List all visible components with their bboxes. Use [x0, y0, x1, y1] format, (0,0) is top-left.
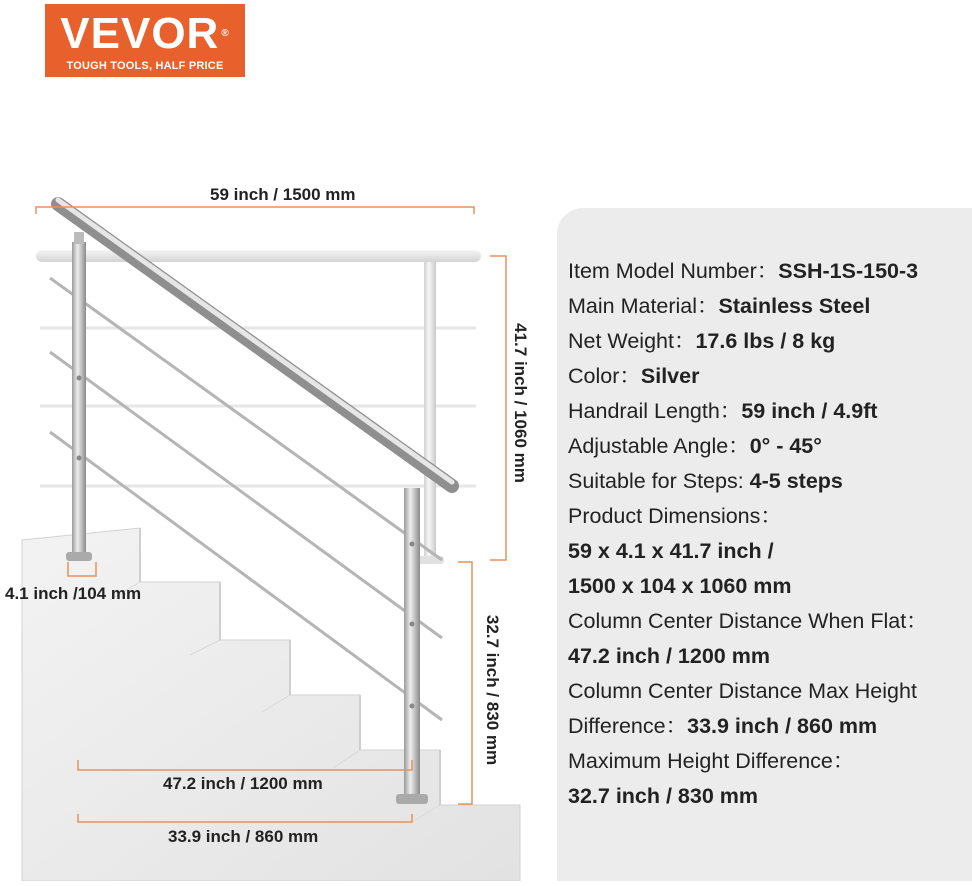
spec-line [568, 674, 972, 709]
spec-label: Net Weight： [568, 329, 696, 353]
right-height-label: 41.7 inch / 1060 mm [510, 323, 530, 483]
spec-value: 32.7 inch / 830 mm [568, 784, 759, 808]
top-width-label: 59 inch / 1500 mm [210, 185, 356, 204]
flat-distance-label: 47.2 inch / 1200 mm [163, 774, 323, 793]
spec-value: Stainless Steel [718, 294, 871, 318]
spec-label: Adjustable Angle： [568, 434, 750, 458]
vevor-logo [45, 4, 245, 77]
logo-brand: VEVOR [60, 9, 220, 58]
spec-value: Silver [640, 364, 700, 388]
spec-line [568, 429, 972, 464]
spec-label: Color： [568, 364, 641, 388]
spec-value: 17.6 lbs / 8 kg [695, 329, 836, 353]
spec-label: Main Material： [568, 294, 719, 318]
spec-label: Handrail Length： [568, 399, 742, 423]
spec-list [568, 254, 972, 814]
spec-line [568, 254, 972, 289]
spec-line [568, 744, 972, 779]
spec-line [568, 569, 972, 604]
spec-value: 4-5 steps [749, 469, 843, 493]
spec-line [568, 639, 972, 674]
spec-line [568, 289, 972, 324]
spec-line [568, 324, 972, 359]
spec-label: Column Center Distance Max Height [568, 679, 917, 703]
spec-value: 1500 x 104 x 1060 mm [568, 574, 792, 598]
railing-illustration [0, 150, 560, 881]
spec-label: Product Dimensions： [568, 504, 782, 528]
incline-distance-label: 33.9 inch / 860 mm [168, 827, 319, 846]
spec-line [568, 604, 972, 639]
spec-value: 59 x 4.1 x 41.7 inch / [568, 539, 774, 563]
spec-value: 47.2 inch / 1200 mm [568, 644, 770, 668]
spec-label: Column Center Distance When Flat： [568, 609, 928, 633]
spec-line [568, 779, 972, 814]
left-post [66, 232, 92, 561]
spec-label: Item Model Number： [568, 259, 779, 283]
handrail [58, 200, 452, 486]
spec-label: Suitable for Steps: [568, 469, 750, 493]
spec-value: 0° - 45° [749, 434, 822, 458]
railing-drawing [0, 150, 560, 881]
spec-value: 33.9 inch / 860 mm [687, 714, 878, 738]
spec-line [568, 709, 972, 744]
spec-value: SSH-1S-150-3 [778, 259, 919, 283]
height-difference-label: 32.7 inch / 830 mm [483, 614, 503, 766]
spec-line [568, 359, 972, 394]
spec-label: Maximum Height Difference： [568, 749, 855, 773]
spec-line [568, 534, 972, 569]
spec-panel [557, 208, 972, 881]
base-width-label: 4.1 inch /104 mm [5, 584, 142, 603]
logo-registered-mark: ® [221, 28, 230, 39]
logo-slogan: TOUGH TOOLS, HALF PRICE [66, 60, 224, 72]
spec-value: 59 inch / 4.9ft [741, 399, 878, 423]
spec-line [568, 394, 972, 429]
spec-line [568, 464, 972, 499]
spec-label: Difference： [568, 714, 688, 738]
spec-line [568, 499, 972, 534]
